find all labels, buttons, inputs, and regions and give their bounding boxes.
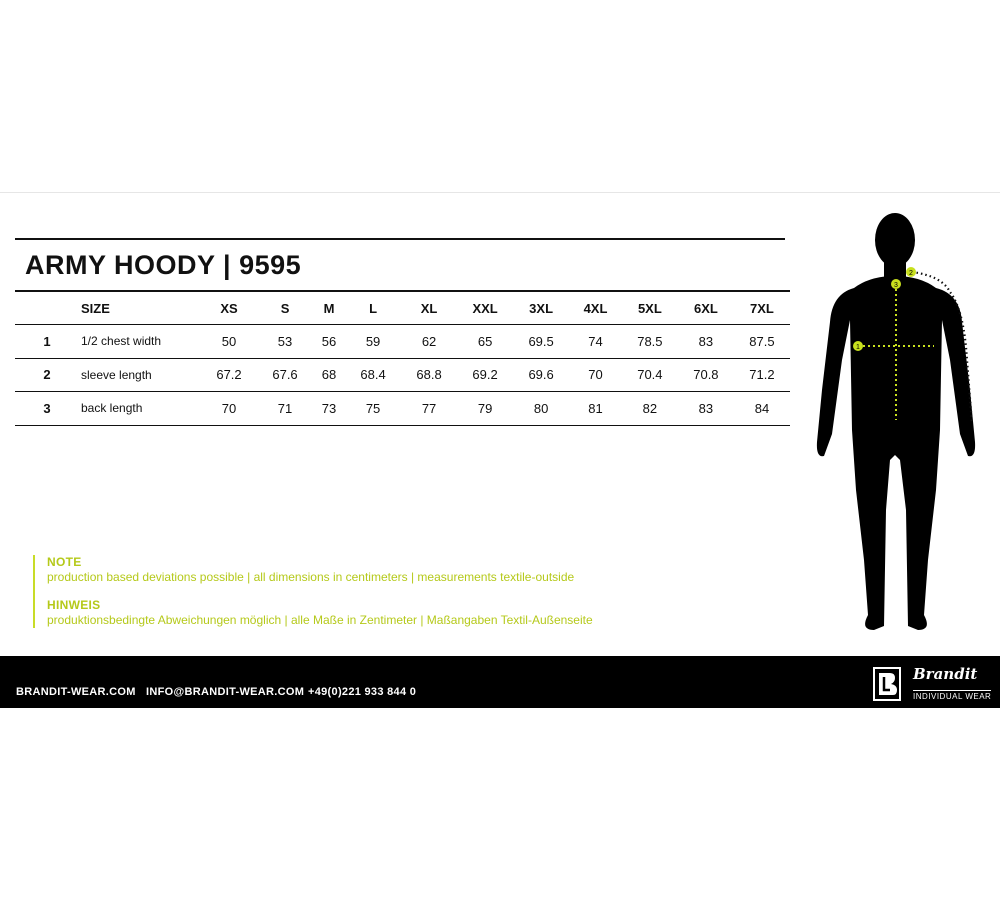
svg-text:2: 2 [909, 270, 913, 277]
table-cell: 70 [588, 367, 603, 383]
brand-tagline: INDIVIDUAL WEAR [913, 692, 992, 701]
table-cell: 79 [477, 400, 493, 416]
marker-1 [853, 341, 863, 351]
footer-bar [0, 656, 1000, 708]
header-size-col: XXL [472, 300, 498, 316]
page-title: ARMY HOODY | 9595 [25, 250, 302, 280]
table-cell: 87.5 [749, 333, 775, 349]
table-cell: 71.2 [749, 367, 775, 383]
header-size-col: L [369, 300, 378, 316]
header-blank [15, 291, 79, 325]
svg-text:3: 3 [894, 282, 898, 289]
row-number: 1 [43, 333, 51, 349]
row-label: sleeve length [81, 367, 152, 382]
table-cell: 69.2 [472, 367, 498, 383]
table-cell: 75 [365, 400, 381, 416]
row-label: back length [81, 401, 143, 416]
notes-block [33, 555, 593, 628]
marker-3 [891, 279, 901, 289]
header-size-col: XL [420, 300, 438, 316]
note-text: production based deviations possible | all dimensions in centimeters | measurements textile-outside [47, 570, 575, 584]
header-size: SIZE [81, 300, 110, 316]
row-label: 1/2 chest width [81, 334, 162, 349]
table-cell: 83 [698, 400, 714, 416]
table-header-row [15, 291, 790, 325]
table-cell: 71 [277, 400, 293, 416]
table-cell: 80 [533, 400, 549, 416]
table-cell: 77 [421, 400, 437, 416]
table-cell: 65 [477, 333, 493, 349]
title-rule [15, 238, 785, 240]
table-cell: 83 [698, 333, 714, 349]
table-cell: 70 [221, 400, 237, 416]
table-row [15, 392, 790, 426]
brandit-logo-icon [873, 667, 901, 701]
table-cell: 70.4 [637, 367, 663, 383]
svg-text:1: 1 [856, 344, 860, 351]
table-cell: 74 [588, 333, 603, 349]
table-cell: 62 [421, 333, 437, 349]
row-number: 3 [43, 400, 51, 416]
table-cell: 70.8 [693, 367, 719, 383]
header-size-col: XS [220, 300, 238, 316]
table-row [15, 358, 790, 392]
header-size-col: M [323, 300, 335, 316]
table-cell: 68 [321, 367, 337, 383]
table-cell: 67.6 [272, 367, 298, 383]
size-chart-table [15, 290, 790, 426]
table-cell: 68.4 [360, 367, 386, 383]
header-size-col: 7XL [750, 300, 774, 316]
table-cell: 82 [642, 400, 658, 416]
table-cell: 50 [221, 333, 237, 349]
table-cell: 68.8 [416, 367, 442, 383]
hinweis-text: produktionsbedingte Abweichungen möglich | alle Maße in Zentimeter | Maßangaben Textil-Außenseite [47, 613, 593, 627]
table-cell: 84 [754, 400, 770, 416]
table-row [15, 325, 790, 359]
footer-website-link[interactable]: BRANDIT-WEAR.COM [16, 686, 136, 698]
top-divider [0, 192, 1000, 193]
header-size-col: 5XL [637, 300, 662, 316]
header-size-col: 4XL [583, 300, 608, 316]
table-cell: 67.2 [216, 367, 242, 383]
body-measurement-figure [810, 210, 990, 635]
table-cell: 59 [365, 333, 381, 349]
header-size-col: 3XL [529, 300, 554, 316]
table-cell: 53 [277, 333, 293, 349]
body-silhouette [817, 213, 975, 630]
hinweis-heading: HINWEIS [47, 598, 101, 612]
table-cell: 69.5 [528, 333, 554, 349]
table-cell: 69.6 [528, 367, 554, 383]
table-cell: 78.5 [637, 333, 663, 349]
header-size-col: 6XL [693, 300, 718, 316]
note-heading: NOTE [47, 555, 82, 569]
table-cell: 81 [588, 400, 603, 416]
header-size-col: S [280, 300, 290, 316]
table-cell: 73 [321, 400, 337, 416]
row-number: 2 [43, 367, 51, 383]
footer-phone: +49(0)221 933 844 0 [308, 686, 417, 698]
table-cell: 56 [321, 333, 337, 349]
footer-email-link[interactable]: INFO@BRANDIT-WEAR.COM [146, 686, 305, 698]
marker-2 [906, 267, 916, 277]
brand-name: Brandit [913, 665, 978, 683]
